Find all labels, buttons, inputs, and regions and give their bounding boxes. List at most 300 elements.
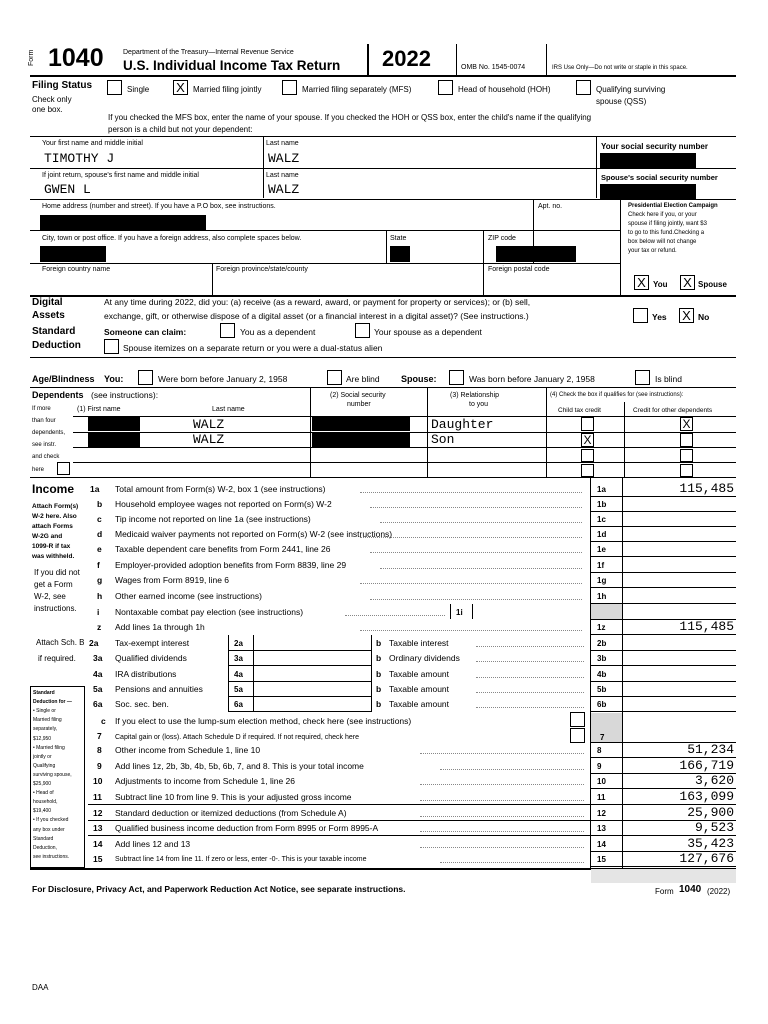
std-box-line: • Married filing (33, 744, 65, 751)
line-num-2b: b (376, 638, 382, 648)
spouse-dependent-checkbox[interactable] (355, 323, 370, 338)
state-label: State (390, 235, 407, 242)
line-text-10: Adjustments to income from Schedule 1, line 26 (115, 776, 296, 786)
line-text-1f: Employer-provided adoption benefits from Form 8839, line 29 (115, 560, 347, 570)
filing-status-label: Filing Status (32, 80, 92, 91)
box-label-8: 8 (597, 746, 602, 755)
digital-yes-checkbox[interactable] (633, 308, 648, 323)
digital-no-checkbox[interactable]: X (679, 308, 694, 323)
income-side2-4: instructions. (34, 604, 77, 613)
rule-1g (590, 587, 736, 588)
line-num-9: 9 (97, 761, 102, 771)
box-label-15: 15 (597, 855, 606, 864)
footer-form: Form (655, 887, 674, 896)
age-spouse-label: Spouse: (401, 374, 437, 384)
line-text-3a: Qualified dividends (115, 653, 187, 663)
rule-1e (590, 556, 736, 557)
dots-13 (420, 831, 584, 832)
box-label-5b: 5b (597, 685, 607, 694)
spouse-last-label: Last name (266, 172, 299, 179)
attach-sch-b: Attach Sch. B (36, 638, 85, 647)
line-text-1e: Taxable dependent care benefits from Form 2441, line 26 (115, 544, 331, 554)
dependents-see: (see instructions): (91, 390, 159, 400)
line-text-2a: Tax-exempt interest (115, 638, 190, 648)
box-label-9: 9 (597, 762, 602, 771)
dep-col-first: (1) First name (77, 406, 121, 413)
dep1-odc-checkbox[interactable]: X (680, 417, 693, 431)
you-dependent-label: You as a dependent (240, 327, 316, 337)
line-num-15: 15 (93, 854, 103, 864)
dep-side-2: than four (32, 418, 56, 424)
dep2-odc-checkbox[interactable] (680, 433, 693, 447)
line-num-1h: h (97, 591, 103, 601)
married-jointly-checkbox[interactable]: X (173, 80, 188, 95)
income-label: Income (32, 482, 75, 496)
line-text-13: Qualified business income deduction from Form 8995 or Form 8995-A (115, 823, 379, 833)
line-text-1c: Tip income not reported on line 1a (see instructions) (115, 514, 311, 524)
dots-8 (420, 753, 584, 754)
line-text-1d: Medicaid waiver payments not reported on Form(s) W-2 (see instructions) (115, 529, 393, 539)
ssn-label: Your social security number (601, 142, 708, 151)
dots-1b (370, 507, 582, 508)
spouse-born-label: Was born before January 2, 1958 (469, 374, 595, 384)
footer-year: (2022) (707, 887, 731, 896)
std-box-line: Standard (33, 690, 55, 696)
line-num-8: 8 (97, 745, 102, 755)
income-side-6: was withheld. (32, 553, 75, 560)
line-text-6a: Soc. sec. ben. (115, 699, 169, 709)
rule-2b (590, 650, 736, 651)
capital-gain-checkbox[interactable] (570, 728, 585, 743)
std-box-line: • Single or (33, 708, 56, 715)
box-label-1h: 1h (597, 592, 607, 601)
box-label-6b: 6b (597, 700, 607, 709)
qss-label: Qualifying surviving (596, 85, 666, 94)
dept-label: Department of the Treasury—Internal Revenue Service (123, 49, 294, 56)
box-label-7: 7 (600, 733, 605, 742)
dep3-odc-checkbox[interactable] (680, 449, 693, 462)
line-text-1g: Wages from Form 8919, line 6 (115, 575, 230, 585)
omb-number: OMB No. 1545-0074 (461, 64, 526, 71)
line-num-5b: b (376, 684, 382, 694)
dots-1g (360, 583, 582, 584)
line-num-7: 7 (97, 731, 102, 741)
box-6a-div (253, 696, 254, 711)
dep1-last[interactable]: WALZ (193, 417, 225, 432)
married-separately-label: Married filing separately (MFS) (302, 85, 412, 94)
zip-redaction (496, 246, 576, 262)
spouse-itemizes-label: Spouse itemizes on a separate return or you were a dual-status alien (123, 343, 383, 353)
rule-1a (590, 496, 736, 497)
line-num-6b: b (376, 699, 382, 709)
spouse-last-value[interactable]: WALZ (268, 182, 300, 197)
line-num-1a: 1a (90, 484, 100, 494)
line-text-8: Other income from Schedule 1, line 10 (115, 745, 261, 755)
line-num-6c: c (101, 716, 106, 726)
rule-13 (88, 835, 736, 836)
line-num-4a: 4a (93, 669, 103, 679)
pec-text-5: your tax or refund. (628, 248, 677, 254)
box-label-1z: 1z (597, 623, 606, 632)
box-4a-div (253, 666, 254, 681)
dep-side-6: here (32, 467, 45, 473)
married-jointly-label: Married filing jointly (193, 85, 262, 94)
value-11[interactable]: 163,099 (679, 789, 734, 804)
dep-col-ctc: Child tax credit (558, 407, 601, 414)
line-num-1c: c (97, 514, 102, 524)
dots-6b (476, 707, 584, 708)
dots-15 (440, 862, 584, 863)
box-label-1c: 1c (597, 515, 606, 524)
spouse-blind-checkbox[interactable] (635, 370, 650, 385)
dep-side-1: If more (32, 406, 51, 412)
income-side2-3: W-2, see (34, 592, 66, 601)
line-text-9: Add lines 1z, 2b, 3b, 4b, 5b, 6b, 7, and 8. This is your total income (115, 761, 364, 771)
box-3a[interactable] (228, 650, 372, 666)
value-15[interactable]: 127,676 (679, 851, 734, 866)
box-label-1f: 1f (597, 561, 605, 570)
city-label: City, town or post office. If you have a foreign address, also complete spaces below. (42, 235, 302, 242)
income-side2-1: If you did not (34, 568, 80, 577)
value-9[interactable]: 166,719 (679, 758, 734, 773)
std-box-line: Standard (33, 835, 54, 842)
dots-10 (420, 784, 584, 785)
line-text-1h: Other earned income (see instructions) (115, 591, 262, 601)
rule-5b (590, 696, 736, 697)
line-text-6b: Taxable amount (389, 699, 450, 709)
box-4a[interactable] (228, 666, 372, 682)
dep2-last[interactable]: WALZ (193, 432, 225, 447)
box-5a[interactable] (228, 681, 372, 697)
pec-title: Presidential Election Campaign (628, 203, 718, 209)
std-box-line: separately, (33, 726, 58, 733)
line-text-4b: Taxable amount (389, 669, 450, 679)
you-blind-checkbox[interactable] (327, 370, 342, 385)
std-box-line: Married filing (33, 717, 62, 724)
pec-text-4: box below will not change (628, 239, 697, 245)
footer-daa: DAA (32, 983, 49, 992)
value-12[interactable]: 25,900 (687, 805, 734, 820)
pec-spouse-label: Spouse (698, 280, 727, 289)
dots-4b (476, 677, 584, 678)
box-label-14: 14 (597, 840, 606, 849)
pec-text-1: Check here if you, or your (628, 212, 697, 218)
line-text-1b: Household employee wages not reported on Form(s) W-2 (115, 499, 332, 509)
dep-side-4: see instr. (32, 442, 57, 448)
spouse-dependent-label: Your spouse as a dependent (374, 327, 482, 337)
filing-status-sub2: one box. (32, 105, 63, 114)
filing-note-1: If you checked the MFS box, enter the name of your spouse. If you checked the HOH or QSS box, enter the child's name if the qualifying (108, 113, 592, 122)
rule-1c (590, 526, 736, 527)
dots-12 (420, 816, 584, 817)
standard-label-1: Standard (32, 326, 76, 337)
dep1-first-redaction (88, 417, 140, 431)
line-text-15: Subtract line 14 from line 11. If zero or less, enter -0-. This is your taxable income (115, 856, 367, 863)
city-redaction (40, 246, 106, 262)
value-13[interactable]: 9,523 (694, 820, 734, 835)
qss-label-2: spouse (QSS) (596, 97, 647, 106)
first-name-label: Your first name and middle initial (42, 140, 143, 147)
spouse-born-checkbox[interactable] (449, 370, 464, 385)
foreign-postal-label: Foreign postal code (488, 266, 550, 273)
pec-you-label: You (653, 280, 668, 289)
dots-1d (360, 537, 582, 538)
spouse-blind-label: Is blind (655, 374, 682, 384)
dep1-ssn-redaction (312, 417, 410, 431)
value-1a[interactable]: 115,485 (679, 481, 734, 496)
box-label-10: 10 (597, 777, 606, 786)
digital-line-2: exchange, gift, or otherwise dispose of a digital asset (or a financial interest in a digital asset)? (See instructions.) (104, 311, 529, 321)
dep4-ctc-checkbox[interactable] (581, 464, 594, 477)
rule-1z (590, 634, 736, 635)
digital-label-1: Digital (32, 297, 63, 308)
box-label-4a: 4a (234, 670, 243, 679)
dots-9 (440, 769, 584, 770)
line-num-1b: b (97, 499, 103, 509)
pec-text-3: to go to this fund.Checking a (628, 230, 705, 236)
line-num-5a: 5a (93, 684, 103, 694)
last-name-value[interactable]: WALZ (268, 151, 300, 166)
qss-checkbox[interactable] (576, 80, 591, 95)
pec-you-checkbox[interactable]: X (634, 275, 649, 290)
std-box-line: jointly or (33, 753, 52, 760)
line-num-10: 10 (93, 776, 103, 786)
irs-use-only: IRS Use Only—Do not write or staple in this space. (552, 65, 688, 71)
line-text-1a: Total amount from Form(s) W-2, box 1 (see instructions) (115, 484, 326, 494)
dep2-ctc-checkbox[interactable]: X (581, 433, 594, 447)
line-num-11: 11 (93, 792, 102, 802)
dots-1i (345, 615, 445, 616)
foreign-province-label: Foreign province/state/county (216, 266, 308, 273)
std-box-line: $25,900 (33, 781, 52, 787)
income-side-4: W-2G and (32, 533, 63, 540)
income-side-3: attach Forms (32, 523, 73, 530)
line-num-1d: d (97, 529, 103, 539)
pec-text-2: spouse if filing jointly, want $3 (628, 221, 707, 227)
first-name-value[interactable]: TIMOTHY J (44, 151, 115, 166)
more-dependents-checkbox[interactable] (57, 462, 70, 475)
std-box-line: surviving spouse, (33, 771, 72, 778)
line-text-1i: Nontaxable combat pay election (see instructions) (115, 607, 304, 617)
box-label-1i: 1i (456, 608, 463, 617)
line-text-3b: Ordinary dividends (389, 653, 460, 663)
digital-line-1: At any time during 2022, did you: (a) receive (as a reward, award, or payment for property or services); or (b) sell, (104, 297, 531, 307)
std-box-line: $19,400 (33, 808, 52, 815)
you-born-label: Were born before January 2, 1958 (158, 374, 288, 384)
married-separately-checkbox[interactable] (282, 80, 297, 95)
std-box-line: • Head of (33, 790, 54, 797)
line-text-7: Capital gain or (loss). Attach Schedule D if required. If not required, check here (115, 734, 359, 741)
dep1-ctc-checkbox[interactable] (581, 417, 594, 431)
dots-1h (370, 599, 582, 600)
rule-11 (88, 804, 736, 805)
box-label-1a: 1a (597, 485, 606, 494)
box-label-2b: 2b (597, 639, 607, 648)
line-num-2a: 2a (89, 638, 99, 648)
line-num-1f: f (97, 560, 100, 570)
spouse-itemizes-checkbox[interactable] (104, 339, 119, 354)
box-1i-b (472, 604, 473, 619)
box-label-3b: 3b (597, 654, 607, 663)
form-number: 1040 (48, 44, 104, 72)
dots-3b (476, 661, 584, 662)
box-label-6a: 6a (234, 700, 243, 709)
someone-can-claim: Someone can claim: (104, 327, 187, 337)
box-label-13: 13 (597, 824, 606, 833)
rule-3b (590, 665, 736, 666)
dots-11 (420, 800, 584, 801)
value-10[interactable]: 3,620 (694, 773, 734, 788)
dots-14 (420, 847, 584, 848)
you-blind-label: Are blind (346, 374, 380, 384)
income-side-2: W-2 here. Also (32, 513, 77, 520)
apt-label: Apt. no. (538, 203, 563, 210)
dots-1z (360, 630, 582, 631)
std-box-line: Deduction for — (33, 699, 72, 706)
tax-year: 2022 (382, 46, 431, 71)
dep2-first-redaction (88, 433, 140, 447)
address-redaction (40, 215, 206, 231)
line-text-5a: Pensions and annuities (115, 684, 203, 694)
std-box-line: $12,950 (33, 735, 52, 742)
line-num-14: 14 (93, 839, 103, 849)
dep-side-5: and check (32, 454, 60, 460)
value-14[interactable]: 35,423 (687, 836, 734, 851)
rule-1b (590, 511, 736, 512)
single-checkbox[interactable] (107, 80, 122, 95)
line-text-2b: Taxable interest (389, 638, 449, 648)
dots-1c (380, 522, 582, 523)
dependents-title: Dependents (32, 390, 84, 400)
line-num-3a: 3a (93, 653, 103, 663)
box-6a[interactable] (228, 696, 372, 712)
std-box-line: see instructions. (33, 853, 70, 860)
dots-1a (360, 492, 582, 493)
box-label-1g: 1g (597, 576, 607, 585)
you-dependent-checkbox[interactable] (220, 323, 235, 338)
zip-label: ZIP code (488, 235, 516, 242)
pec-spouse-checkbox[interactable]: X (680, 275, 695, 290)
line-num-1e: e (97, 544, 102, 554)
box-label-4b: 4b (597, 670, 607, 679)
line-num-1g: g (97, 575, 103, 585)
line-num-6a: 6a (93, 699, 103, 709)
dep4-odc-checkbox[interactable] (680, 464, 693, 477)
std-box-line: Deduction, (33, 844, 57, 851)
dots-2b (476, 646, 584, 647)
line-num-3b: b (376, 653, 382, 663)
std-box-line: any box under (33, 826, 65, 833)
dep2-relationship[interactable]: Son (431, 432, 455, 447)
rule-6b (590, 711, 736, 712)
box-2a-div (253, 635, 254, 650)
footer-notice: For Disclosure, Privacy Act, and Paperwork Reduction Act Notice, see separate instructions. (32, 884, 406, 894)
if-required: if required. (38, 654, 76, 663)
foreign-country-label: Foreign country name (42, 266, 111, 273)
value-8[interactable]: 51,234 (687, 742, 734, 757)
line-text-1z: Add lines 1a through 1h (115, 622, 205, 632)
dots-1f (380, 568, 582, 569)
line-text-14: Add lines 12 and 13 (115, 839, 191, 849)
box-label-11: 11 (597, 793, 606, 802)
dots-1e (370, 552, 582, 553)
dep-col-odc: Credit for other dependents (633, 407, 713, 414)
rule-15 (590, 866, 736, 867)
line-num-1i: i (97, 607, 100, 617)
head-household-checkbox[interactable] (438, 80, 453, 95)
dep-col-ssn-2: number (347, 401, 371, 408)
box-label-12: 12 (597, 809, 606, 818)
digital-yes-label: Yes (652, 312, 667, 322)
head-household-label: Head of household (HOH) (458, 85, 551, 94)
rule-4b (590, 681, 736, 682)
dep-col-rel-1: (3) Relationship (450, 392, 500, 399)
dep3-ctc-checkbox[interactable] (581, 449, 594, 462)
rule-1h (590, 603, 736, 604)
box-2a[interactable] (228, 635, 372, 651)
dep-col-rel-2: to you (469, 401, 489, 408)
address-label: Home address (number and street). If you have a P.O box, see instructions. (42, 203, 276, 210)
box-5a-div (253, 681, 254, 696)
box-label-1b: 1b (597, 500, 607, 509)
state-redaction (390, 246, 410, 262)
rule-1f (590, 572, 736, 573)
spouse-first-label: If joint return, spouse's first name and middle initial (42, 172, 199, 179)
line-num-1z: z (97, 622, 102, 632)
line-text-12: Standard deduction or itemized deductions (from Schedule A) (115, 808, 347, 818)
line-text-4a: IRA distributions (115, 669, 177, 679)
age-blindness-label: Age/Blindness (32, 374, 95, 384)
standard-label-2: Deduction (32, 340, 81, 351)
ssn-redaction (600, 153, 696, 169)
box-label-5a: 5a (234, 685, 243, 694)
box-3a-div (253, 650, 254, 665)
spouse-ssn-label: Spouse's social security number (601, 173, 718, 182)
spouse-first-value[interactable]: GWEN L (44, 182, 91, 197)
lump-sum-checkbox[interactable] (570, 712, 585, 727)
you-born-checkbox[interactable] (138, 370, 153, 385)
digital-no-label: No (698, 312, 710, 322)
dots-5b (476, 692, 584, 693)
std-box-line: Qualifying (33, 762, 56, 769)
value-1z[interactable]: 115,485 (679, 619, 734, 634)
income-side-1: Attach Form(s) (32, 503, 79, 510)
line-text-6c: If you elect to use the lump-sum election method, check here (see instructions) (115, 716, 412, 726)
spouse-ssn-redaction (600, 184, 696, 200)
line-num-12: 12 (93, 808, 103, 818)
filing-status-sub1: Check only (32, 95, 72, 104)
single-label: Single (127, 85, 150, 94)
dep-col-ssn-1: (2) Social security (330, 392, 386, 399)
dep-col-last: Last name (212, 406, 245, 413)
line-text-11: Subtract line 10 from line 9. This is your adjusted gross income (115, 792, 352, 802)
rule-1d (590, 541, 736, 542)
income-side-5: 1099-R if tax (32, 543, 71, 550)
dep-side-3: dependents, (32, 430, 66, 436)
income-side2-2: get a Form (34, 580, 73, 589)
box-label-3a: 3a (234, 654, 243, 663)
dep2-ssn-redaction (312, 433, 410, 447)
line-num-4b: b (376, 669, 382, 679)
dep-col-check: (4) Check the box if qualifies for (see instructions): (550, 392, 684, 398)
age-you-label: You: (104, 374, 124, 384)
last-name-label: Last name (266, 140, 299, 147)
box-label-1e: 1e (597, 545, 606, 554)
line-num-13: 13 (93, 823, 103, 833)
dep1-relationship[interactable]: Daughter (431, 417, 494, 432)
std-box-line: • If you checked (33, 817, 69, 824)
form-label: Form (28, 49, 35, 66)
